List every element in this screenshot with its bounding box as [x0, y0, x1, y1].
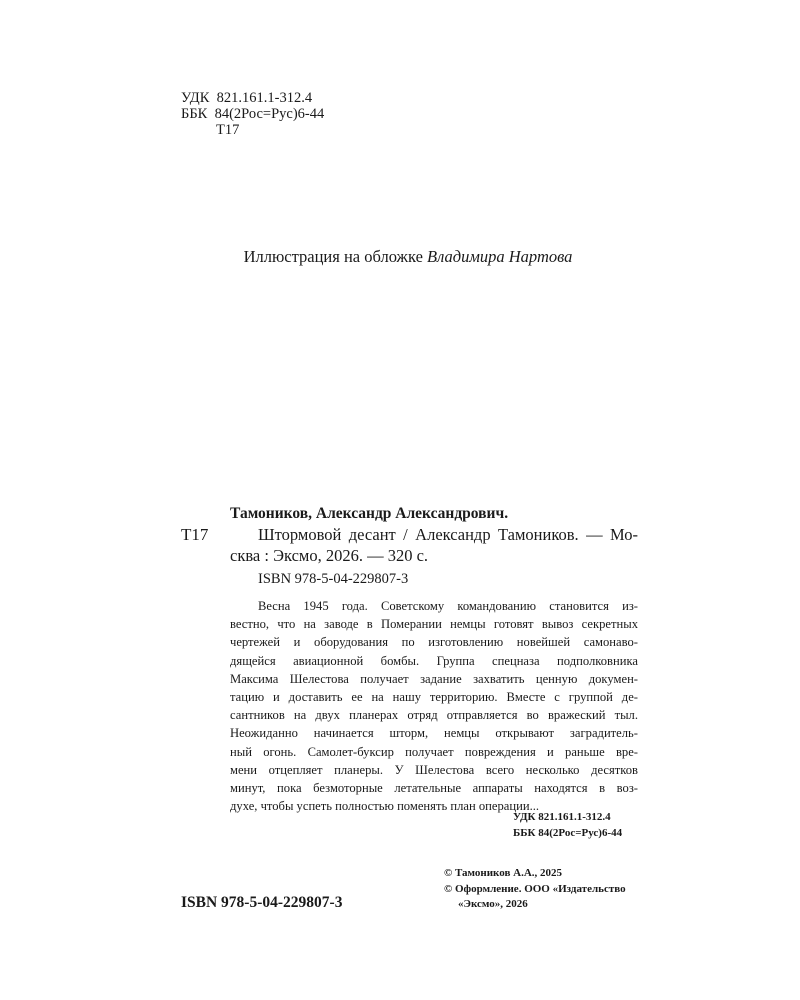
author-mark: Т17 — [216, 122, 240, 138]
title-line-2: сква : Эксмо, 2026. — 320 с. — [230, 546, 429, 565]
copyright-design-cont: «Эксмо», 2026 — [458, 898, 528, 910]
udk-code-bottom: УДК 821.161.1-312.4 — [513, 811, 611, 823]
copyright-author: © Тамоников А.А., 2025 — [444, 867, 563, 879]
illustration-prefix: Иллюстрация на обложке — [243, 247, 423, 266]
udk-code: УДК 821.161.1-312.4 — [181, 90, 313, 106]
annotation-line: Неожиданно начинается шторм, немцы открывают заградитель- — [230, 726, 638, 741]
annotation-line: минут, пока безмоторные летательные аппараты находятся в воз- — [230, 781, 638, 796]
top-classification-codes — [181, 90, 324, 138]
bibliographic-description — [230, 524, 638, 566]
annotation-line: сантников на двух планерах отряд отправляется во вражеский тыл. — [230, 708, 638, 723]
annotation-line: дящейся авиационной бомбы. Группа спецназа подполковника — [230, 653, 638, 668]
isbn-bottom: ISBN 978-5-04-229807-3 — [181, 894, 343, 911]
bbk-code-bottom: ББК 84(2Рос=Рус)6-44 — [513, 827, 623, 839]
annotation-line: Весна 1945 года. Советскому командованию становится из- — [258, 599, 638, 613]
illustration-credit — [0, 247, 800, 267]
annotation-line: Максима Шелестова получает задание захватить ценную докумен- — [230, 671, 638, 686]
annotation-line: ный огонь. Самолет-буксир получает повреждения и раньше вре- — [230, 744, 638, 759]
copyright-block — [444, 866, 626, 913]
annotation-line: вестно, что на заводе в Померании немцы готовят вывоз секретных — [230, 617, 638, 632]
isbn-catalog: ISBN 978-5-04-229807-3 — [258, 571, 409, 587]
annotation-line: тацию и доставить ее на нашу территорию. Вместе с группой де- — [230, 690, 638, 705]
annotation-line: духе, чтобы успеть полностью поменять план операции... — [230, 799, 540, 814]
title-line-1: Штормовой десант / Александр Тамоников. — Мо- — [258, 525, 638, 544]
copyright-design: © Оформление. ООО «Издательство — [444, 882, 626, 895]
illustration-artist: Владимира Нартова — [427, 247, 573, 266]
annotation-line: мени отцепляет планеры. У Шелестова всего несколько десятков — [230, 762, 638, 777]
author-heading: Тамоников, Александр Александрович. — [230, 505, 509, 522]
bbk-code: ББК 84(2Рос=Рус)6-44 — [181, 106, 325, 122]
annotation — [230, 597, 638, 815]
bottom-classification-codes — [513, 809, 622, 841]
catalog-author-mark: Т17 — [181, 525, 209, 544]
annotation-line: чертежей и оборудования по изготовлению новейшей самонаво- — [230, 635, 638, 650]
